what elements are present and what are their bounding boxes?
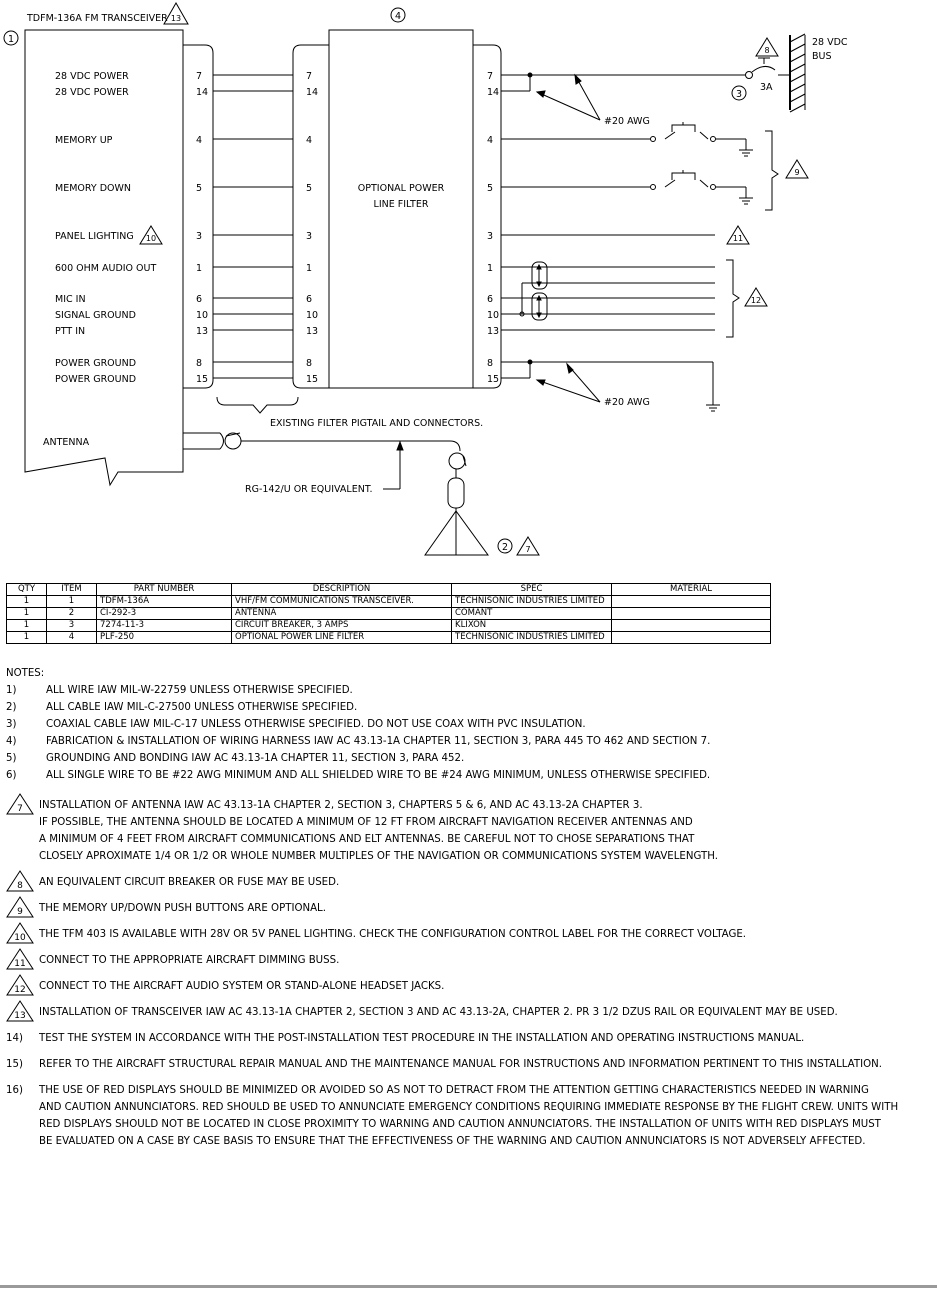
pin-transceiver: 1 xyxy=(196,263,203,274)
note-text: TEST THE SYSTEM IN ACCORDANCE WITH THE POST-INSTALLATION TEST PROCEDURE IN THE INSTALLATION AND OPERATING INSTRUCTIONS MANUAL. xyxy=(39,1033,805,1044)
note-triangle-13-text: 13 xyxy=(14,1011,26,1021)
cell-part-number: 7274-11-3 xyxy=(97,620,232,632)
pin-filter-out: 10 xyxy=(487,310,500,321)
pin-filter-in: 3 xyxy=(306,231,313,242)
antenna-label: ANTENNA xyxy=(43,437,90,448)
bus-hatching xyxy=(790,34,805,112)
signal-label: MEMORY UP xyxy=(55,135,113,146)
notes-section xyxy=(6,665,936,1150)
note-text: ALL WIRE IAW MIL-W-22759 UNLESS OTHERWISE SPECIFIED. xyxy=(46,685,353,696)
cell-qty: 1 xyxy=(7,596,47,608)
col-item: ITEM xyxy=(47,584,97,596)
note-number: 4) xyxy=(6,736,17,747)
note-marker-7-text: 7 xyxy=(525,545,531,554)
awg-label-top: #20 AWG xyxy=(604,116,650,127)
pin-transceiver: 15 xyxy=(196,374,209,385)
cell-part-number: PLF-250 xyxy=(97,632,232,644)
note-text: AN EQUIVALENT CIRCUIT BREAKER OR FUSE MAY BE USED. xyxy=(39,877,340,888)
note-7 xyxy=(6,797,936,865)
note-triangle-11-text: 11 xyxy=(14,959,26,969)
note-4 xyxy=(6,733,936,750)
pin-filter-in: 13 xyxy=(306,326,319,337)
note-number: 1) xyxy=(6,685,17,696)
pin-filter-in: 4 xyxy=(306,135,313,146)
pin-filter-out: 5 xyxy=(487,183,494,194)
note-text: CONNECT TO THE AIRCRAFT AUDIO SYSTEM OR STAND-ALONE HEADSET JACKS. xyxy=(39,981,445,992)
note-number: 6) xyxy=(6,770,17,781)
note-text: THE TFM 403 IS AVAILABLE WITH 28V OR 5V PANEL LIGHTING. CHECK THE CONFIGURATION CONTROL LABEL FOR THE CORRECT VOLTAGE. xyxy=(39,929,747,940)
pin-filter-out: 1 xyxy=(487,263,494,274)
pin-transceiver: 4 xyxy=(196,135,203,146)
note-marker-11-text: 11 xyxy=(732,234,744,243)
col-qty: QTY xyxy=(7,584,47,596)
table-row xyxy=(7,620,771,632)
pin-filter-in: 14 xyxy=(306,87,319,98)
filter-label-1: OPTIONAL POWER xyxy=(357,183,445,194)
note-7-line-1: INSTALLATION OF ANTENNA IAW AC 43.13-1A CHAPTER 2, SECTION 3, CHAPTERS 5 & 6, AND AC 43.13-2A CHAPTER 3. xyxy=(39,800,643,811)
pin-filter-in: 15 xyxy=(306,374,319,385)
pin-filter-out: 7 xyxy=(487,71,494,82)
pin-filter-out: 15 xyxy=(487,374,500,385)
filter-label-2: LINE FILTER xyxy=(373,199,429,210)
signal-label: PANEL LIGHTING xyxy=(55,231,134,242)
breaker-label: 3A xyxy=(760,82,773,93)
note-10 xyxy=(6,926,936,943)
pin-transceiver: 8 xyxy=(196,358,203,369)
pin-filter-out: 8 xyxy=(487,358,494,369)
note-11 xyxy=(6,952,936,969)
note-14 xyxy=(6,1030,936,1047)
note-16-line-1: THE USE OF RED DISPLAYS SHOULD BE MINIMIZED OR AVOIDED SO AS NOT TO DETRACT FROM THE ATTENTION GETTING CHARACTERISTICS NEEDED IN WARNING xyxy=(39,1085,869,1096)
cell-material xyxy=(612,620,771,632)
pin-filter-out: 13 xyxy=(487,326,500,337)
note-triangle-12 xyxy=(6,974,34,996)
note-2 xyxy=(6,699,936,716)
pin-transceiver: 6 xyxy=(196,294,203,305)
note-triangle-10 xyxy=(6,922,34,944)
coax-label: RG-142/U OR EQUIVALENT. xyxy=(245,484,373,495)
signal-label: MEMORY DOWN xyxy=(55,183,131,194)
notes-heading: NOTES: xyxy=(6,668,45,679)
pin-filter-in: 8 xyxy=(306,358,313,369)
pigtail-label: EXISTING FILTER PIGTAIL AND CONNECTORS. xyxy=(270,418,484,429)
note-number: 3) xyxy=(6,719,17,730)
note-7-line-4: CLOSELY APROXIMATE 1/4 OR 1/2 OR WHOLE NUMBER MULTIPLES OF THE NAVIGATION OR COMMUNICATIONS SYSTEM WAVELENGTH. xyxy=(39,851,718,862)
note-12 xyxy=(6,978,936,995)
bus-label-1: 28 VDC xyxy=(812,37,848,48)
pin-transceiver: 3 xyxy=(196,231,203,242)
item-marker-3-text: 3 xyxy=(735,89,743,100)
pin-transceiver: 13 xyxy=(196,326,209,337)
pin-filter-in: 10 xyxy=(306,310,319,321)
pin-filter-in: 6 xyxy=(306,294,313,305)
signal-label: 600 OHM AUDIO OUT xyxy=(55,263,157,274)
note-16 xyxy=(6,1082,936,1150)
cell-description: CIRCUIT BREAKER, 3 AMPS xyxy=(232,620,452,632)
col-material: MATERIAL xyxy=(612,584,771,596)
signal-label: SIGNAL GROUND xyxy=(55,310,136,321)
note-text: COAXIAL CABLE IAW MIL-C-17 UNLESS OTHERWISE SPECIFIED. DO NOT USE COAX WITH PVC INSULATION. xyxy=(46,719,586,730)
note-marker-10-text: 10 xyxy=(145,234,157,243)
note-triangle-12-text: 12 xyxy=(14,985,26,995)
note-7-line-2: IF POSSIBLE, THE ANTENNA SHOULD BE LOCATED A MINIMUM OF 12 FT FROM AIRCRAFT NAVIGATION RECEIVER ANTENNAS AND xyxy=(39,817,693,828)
note-marker-13-text: 13 xyxy=(170,14,182,23)
note-triangle-13 xyxy=(6,1000,34,1022)
note-1 xyxy=(6,682,936,699)
cell-spec: COMANT xyxy=(452,608,612,620)
pin-transceiver: 14 xyxy=(196,87,209,98)
note-16-line-2: AND CAUTION ANNUNCIATORS. RED SHOULD BE USED TO ANNUNCIATE EMERGENCY CONDITIONS REQUIRING IMMEDIATE RESPONSE BY THE FLIGHT CREW. UNITS WITH xyxy=(39,1102,899,1113)
pin-transceiver: 7 xyxy=(196,71,203,82)
signal-label: PTT IN xyxy=(55,326,86,337)
signal-label: 28 VDC POWER xyxy=(55,87,129,98)
table-row xyxy=(7,632,771,644)
note-16-line-3: RED DISPLAYS SHOULD NOT BE LOCATED IN CLOSE PROXIMITY TO WARNING AND CAUTION ANNUNCIATORS. THE INSTALLATION OF UNITS WITH RED DISPLAYS MUST xyxy=(39,1119,881,1130)
col-part-number: PART NUMBER xyxy=(97,584,232,596)
item-marker-1-text: 1 xyxy=(7,34,15,45)
cell-part-number: CI-292-3 xyxy=(97,608,232,620)
pin-filter-in: 7 xyxy=(306,71,313,82)
signal-label: POWER GROUND xyxy=(55,374,137,385)
note-marker-12-text: 12 xyxy=(750,296,762,305)
pin-filter-out: 3 xyxy=(487,231,494,242)
note-13 xyxy=(6,1004,936,1021)
cell-description: OPTIONAL POWER LINE FILTER xyxy=(232,632,452,644)
note-15 xyxy=(6,1056,936,1073)
cell-qty: 1 xyxy=(7,620,47,632)
note-number: 5) xyxy=(6,753,17,764)
note-marker-9-text: 9 xyxy=(794,168,800,177)
wiring-diagram xyxy=(0,0,937,575)
note-number: 14) xyxy=(6,1033,23,1044)
signal-label: MIC IN xyxy=(55,294,86,305)
cell-description: ANTENNA xyxy=(232,608,452,620)
pin-filter-in: 5 xyxy=(306,183,313,194)
note-text: ALL CABLE IAW MIL-C-27500 UNLESS OTHERWISE SPECIFIED. xyxy=(46,702,358,713)
note-text: ALL SINGLE WIRE TO BE #22 AWG MINIMUM AND ALL SHIELDED WIRE TO BE #24 AWG MINIMUM, UNLESS OTHERWISE SPECIFIED. xyxy=(46,770,711,781)
note-triangle-10-text: 10 xyxy=(14,933,26,943)
note-6 xyxy=(6,767,936,784)
bus-label-2: BUS xyxy=(812,51,832,62)
pin-transceiver: 5 xyxy=(196,183,203,194)
table-row xyxy=(7,596,771,608)
note-triangle-8-text: 8 xyxy=(17,881,23,891)
cell-spec: TECHNISONIC INDUSTRIES LIMITED xyxy=(452,632,612,644)
cell-item: 3 xyxy=(47,620,97,632)
note-text: CONNECT TO THE APPROPRIATE AIRCRAFT DIMMING BUSS. xyxy=(39,955,340,966)
pin-filter-in: 1 xyxy=(306,263,313,274)
cell-item: 1 xyxy=(47,596,97,608)
note-16-line-4: BE EVALUATED ON A CASE BY CASE BASIS TO ENSURE THAT THE EFFECTIVENESS OF THE WARNING AND CAUTION ANNUNCIATORS IS NOT ADVERSELY AFFECTED. xyxy=(39,1136,866,1147)
item-marker-2-text: 2 xyxy=(501,542,509,553)
note-number: 2) xyxy=(6,702,17,713)
pin-transceiver: 10 xyxy=(196,310,209,321)
note-triangle-9 xyxy=(6,896,34,918)
parts-table xyxy=(6,583,771,644)
cell-material xyxy=(612,608,771,620)
note-number: 15) xyxy=(6,1059,23,1070)
note-triangle-7-text: 7 xyxy=(17,804,23,814)
signal-label: POWER GROUND xyxy=(55,358,137,369)
pin-filter-out: 4 xyxy=(487,135,494,146)
awg-label-bottom: #20 AWG xyxy=(604,397,650,408)
note-7-line-3: A MINIMUM OF 4 FEET FROM AIRCRAFT COMMUNICATIONS AND ELT ANTENNAS. BE CAREFUL NOT TO CHOSE SEPARATIONS THAT xyxy=(39,834,695,845)
cell-qty: 1 xyxy=(7,608,47,620)
parts-table-header xyxy=(7,584,771,596)
note-text: FABRICATION & INSTALLATION OF WIRING HARNESS IAW AC 43.13-1A CHAPTER 11, SECTION 3, PARA 445 TO 462 AND SECTION 7. xyxy=(46,736,711,747)
cell-material xyxy=(612,596,771,608)
note-text: THE MEMORY UP/DOWN PUSH BUTTONS ARE OPTIONAL. xyxy=(39,903,326,914)
note-triangle-11 xyxy=(6,948,34,970)
pin-filter-out: 14 xyxy=(487,87,500,98)
footer-divider xyxy=(0,1285,937,1288)
transceiver-title: TDFM-136A FM TRANSCEIVER xyxy=(27,13,168,24)
item-marker-4-text: 4 xyxy=(394,11,402,22)
pin-filter-out: 6 xyxy=(487,294,494,305)
cell-item: 2 xyxy=(47,608,97,620)
signal-label: 28 VDC POWER xyxy=(55,71,129,82)
cell-spec: TECHNISONIC INDUSTRIES LIMITED xyxy=(452,596,612,608)
cell-description: VHF/FM COMMUNICATIONS TRANSCEIVER. xyxy=(232,596,452,608)
note-text: INSTALLATION OF TRANSCEIVER IAW AC 43.13-1A CHAPTER 2, SECTION 3 AND AC 43.13-2A, CHAPTER 2. PR 3 1/2 DZUS RAIL OR EQUIVALENT MAY BE USED. xyxy=(39,1007,838,1018)
transceiver-box xyxy=(25,30,183,485)
note-text: REFER TO THE AIRCRAFT STRUCTURAL REPAIR MANUAL AND THE MAINTENANCE MANUAL FOR INSTRUCTIONS AND INFORMATION PERTINENT TO THIS INSTALLATION. xyxy=(39,1059,882,1070)
col-spec: SPEC xyxy=(452,584,612,596)
cell-part-number: TDFM-136A xyxy=(97,596,232,608)
note-text: GROUNDING AND BONDING IAW AC 43.13-1A CHAPTER 11, SECTION 3, PARA 452. xyxy=(46,753,465,764)
cell-material xyxy=(612,632,771,644)
col-description: DESCRIPTION xyxy=(232,584,452,596)
cell-spec: KLIXON xyxy=(452,620,612,632)
note-9 xyxy=(6,900,936,917)
note-marker-8-text: 8 xyxy=(764,46,770,55)
note-triangle-7 xyxy=(6,793,34,815)
table-row xyxy=(7,608,771,620)
note-5 xyxy=(6,750,936,767)
cell-qty: 1 xyxy=(7,632,47,644)
note-3 xyxy=(6,716,936,733)
note-8 xyxy=(6,874,936,891)
cell-item: 4 xyxy=(47,632,97,644)
note-triangle-9-text: 9 xyxy=(17,907,23,917)
note-number: 16) xyxy=(6,1085,23,1096)
note-triangle-8 xyxy=(6,870,34,892)
